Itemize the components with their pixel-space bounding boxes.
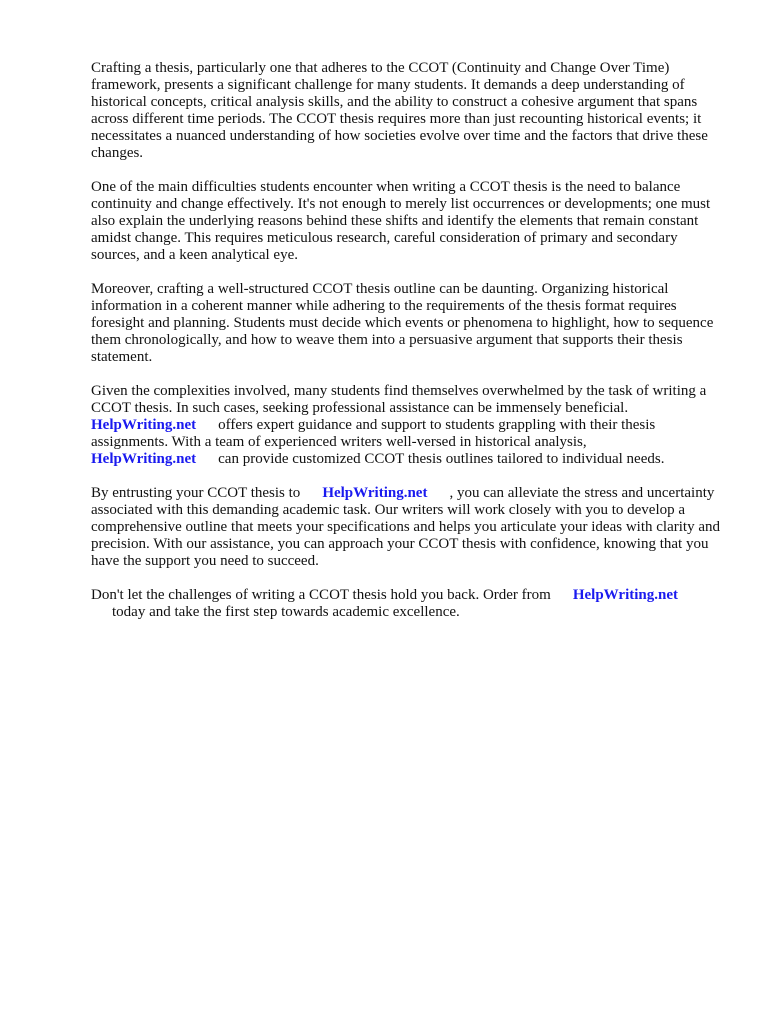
paragraph-1: Crafting a thesis, particularly one that adheres to the CCOT (Continuity and Change Over Time) framework, presents a significant challenge for many students. It demands a deep understanding of historical concepts, critical analysis skills, and the ability to construct a cohesive argument that spans across different time periods. The CCOT thesis requires more than just recounting historical events; it necessitates a nuanced understanding of how societies evolve over time and the factors that drive these changes. (91, 60, 708, 161)
paragraph-3: Moreover, crafting a well-structured CCOT thesis outline can be daunting. Organizing historical information in a coherent manner while adhering to the requirements of the thesis format requires foresight and planning. Students must decide which events or phenomena to highlight, how to sequence them chronologically, and how to weave them into a persuasive argument that supports their thesis statement. (91, 281, 714, 365)
paragraph-6 (91, 587, 723, 621)
paragraph-6-text-b: today and take the first step towards academic excellence. (112, 604, 460, 620)
helpwriting-link[interactable]: HelpWriting.net (572, 587, 678, 603)
paragraph-2: One of the main difficulties students encounter when writing a CCOT thesis is the need to balance continuity and change effectively. It's not enough to merely list occurrences or developments; one must also explain the underlying reasons behind these shifts and identify the elements that remain constant amidst change. This requires meticulous research, careful consideration of primary and secondary sources, and a keen analytical eye. (91, 179, 711, 263)
helpwriting-link[interactable]: HelpWriting.net (322, 485, 428, 501)
helpwriting-link[interactable]: HelpWriting.net (91, 417, 197, 433)
paragraph-4-text-c: can provide customized CCOT thesis outlines tailored to individual needs. (218, 451, 665, 467)
paragraph-4-text-a: Given the complexities involved, many students find themselves overwhelmed by the task of writing a CCOT thesis. In such cases, seeking professional assistance can be immensely beneficial. (91, 383, 707, 416)
document-page (91, 60, 723, 638)
paragraph-4 (91, 383, 723, 468)
paragraph-4-text-b: offers expert guidance and support to students grappling with their thesis assignments. With a team of experienced writers well-versed in historical analysis, (91, 417, 656, 450)
paragraph-5 (91, 485, 723, 570)
paragraph-5-text-a: By entrusting your CCOT thesis to (91, 485, 301, 501)
paragraph-6-text-a: Don't let the challenges of writing a CCOT thesis hold you back. Order from (91, 587, 551, 603)
paragraph-5-text-b: , you can alleviate the stress and uncertainty associated with this demanding academic task. Our writers will work closely with you to develop a comprehensive outline that meets your specifications and helps you articulate your ideas with clarity and precision. With our assistance, you can approach your CCOT thesis with confidence, knowing that you have the support you need to succeed. (91, 485, 720, 569)
helpwriting-link[interactable]: HelpWriting.net (91, 451, 197, 467)
